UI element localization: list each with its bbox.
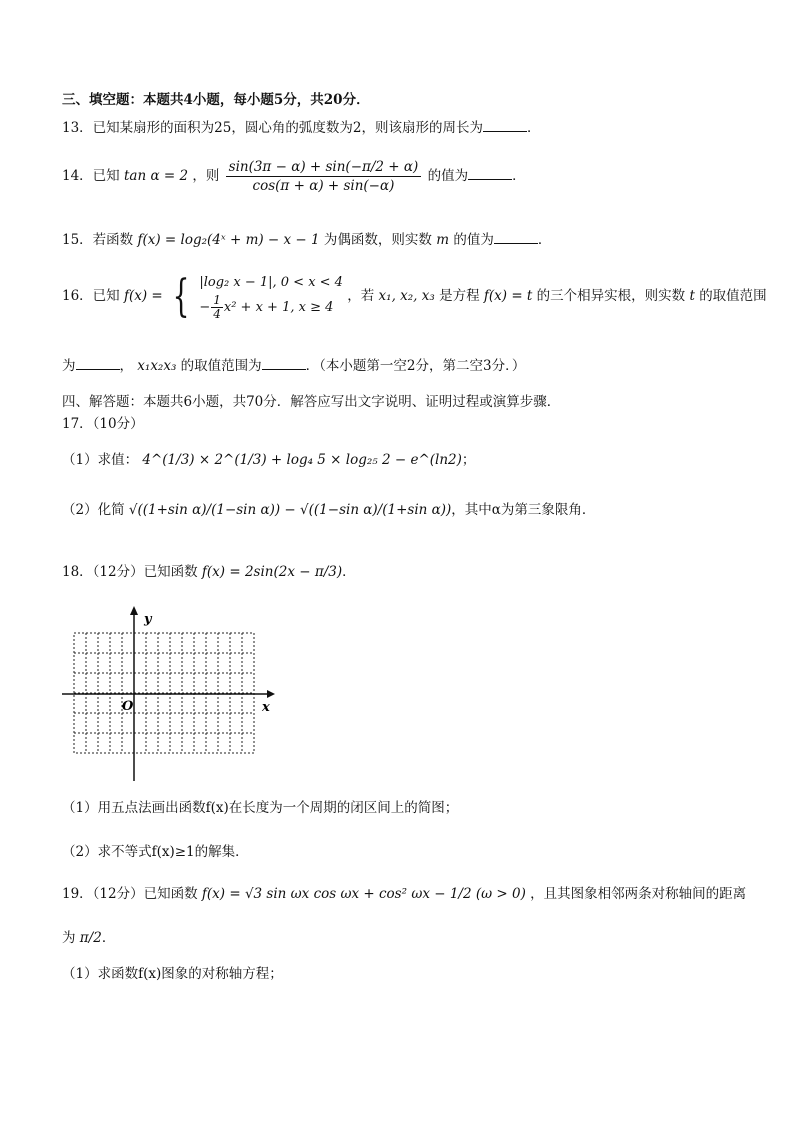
section-4-title: 四、解答题：本题共6小题，共70分．解答应写出文字说明、证明过程或演算步骤．: [62, 394, 561, 410]
question-13: 13．已知某扇形的面积为25，圆心角的弧度数为2，则该扇形的周长为 ．: [62, 120, 541, 136]
question-19-line-2: 为 π/2．: [62, 930, 116, 946]
q18-function: f(x) = 2sin(2x − π/3): [201, 564, 343, 580]
x-axis-arrow: [267, 690, 275, 698]
question-13-text: 13．已知某扇形的面积为25，圆心角的弧度数为2，则该扇形的周长为: [62, 120, 483, 136]
q16-piecewise: |log₂ x − 1|, 0 < x < 4 − $\frac{1}{4}$ x² + x + 1, x ≥ 4: [199, 275, 343, 321]
question-18-part-1: （1）用五点法画出函数f(x)在长度为一个周期的闭区间上的简图；: [62, 800, 459, 816]
y-axis-label: y: [144, 612, 152, 627]
question-14: 14．已知 tan α = 2 ，则 $\frac{\sin(3\pi - \alpha) + \sin(-\pi/2 + \alpha)}{\cos(\pi + \alpha) + \sin(-\alpha)}$ 的值为 ．: [62, 159, 526, 194]
y-axis-arrow: [130, 606, 138, 615]
question-17-head: 17．（10分）: [62, 416, 144, 432]
question-17-part-1: （1）求值： 4^(1/3) × 2^(1/3) + log₄ 5 × log₂₅ 2 − e^(ln2)；: [62, 452, 476, 468]
question-19-head: 19．（12分）已知函数 f(x) = √3 sin ωx cos ωx + cos² ωx − 1/2 (ω > 0) ，且其图象相邻两条对称轴间的距离: [62, 886, 747, 902]
question-15: 15．若函数 f(x) = log₂(4ˣ + m) − x − 1 为偶函数，则实数 m 的值为 ．: [62, 232, 552, 248]
q17-expression-1: 4^(1/3) × 2^(1/3) + log₄ 5 × log₂₅ 2 − e^(ln2): [142, 452, 462, 468]
question-17-part-2: （2）化简 √((1+sin α)/(1−sin α)) − √((1−sin α)/(1+sin α))，其中α为第三象限角．: [62, 502, 596, 518]
question-19-part-1: （1）求函数f(x)图象的对称轴方程；: [62, 966, 283, 982]
question-16: 16．已知 f(x) = { |log₂ x − 1|, 0 < x < 4 − $\frac{1}{4}$ x² + x + 1, x ≥ 4 ，若 x₁, x₂, x₃ 是方程 f(x) = t 的三个相异实根，则实数 t 的取值范围: [62, 270, 767, 322]
x-axis-label: x: [262, 700, 270, 715]
question-18-head: 18．（12分）已知函数 f(x) = 2sin(2x − π/3)．: [62, 564, 356, 580]
answer-blank-15[interactable]: [494, 230, 538, 244]
coordinate-grid: [62, 603, 277, 783]
answer-blank-13[interactable]: [483, 118, 527, 132]
answer-blank-16b[interactable]: [262, 356, 306, 370]
answer-blank-16a[interactable]: [76, 356, 120, 370]
question-16-line-2: 为 ， x₁x₂x₃ 的取值范围为 ．（本小题第一空2分，第二空3分．）: [62, 358, 526, 374]
piecewise-brace: {: [172, 270, 190, 322]
question-18-part-2: （2）求不等式f(x)≥1的解集．: [62, 844, 249, 860]
q14-condition: tan α = 2: [123, 168, 189, 184]
q19-function: f(x) = √3 sin ωx cos ωx + cos² ωx − 1/2 (ω > 0): [201, 886, 526, 902]
section-3-title: 三、填空题：本题共4小题，每小题5分，共20分．: [62, 92, 370, 108]
q15-function: f(x) = log₂(4ˣ + m) − x − 1: [137, 232, 320, 248]
answer-blank-14[interactable]: [468, 166, 512, 180]
q17-expression-2: √((1+sin α)/(1−sin α)) − √((1−sin α)/(1+sin α)): [128, 502, 452, 518]
origin-label: O: [122, 699, 134, 714]
q14-fraction: $\frac{\sin(3\pi - \alpha) + \sin(-\pi/2 + \alpha)}{\cos(\pi + \alpha) + \sin(-\alpha)}$: [226, 158, 422, 195]
